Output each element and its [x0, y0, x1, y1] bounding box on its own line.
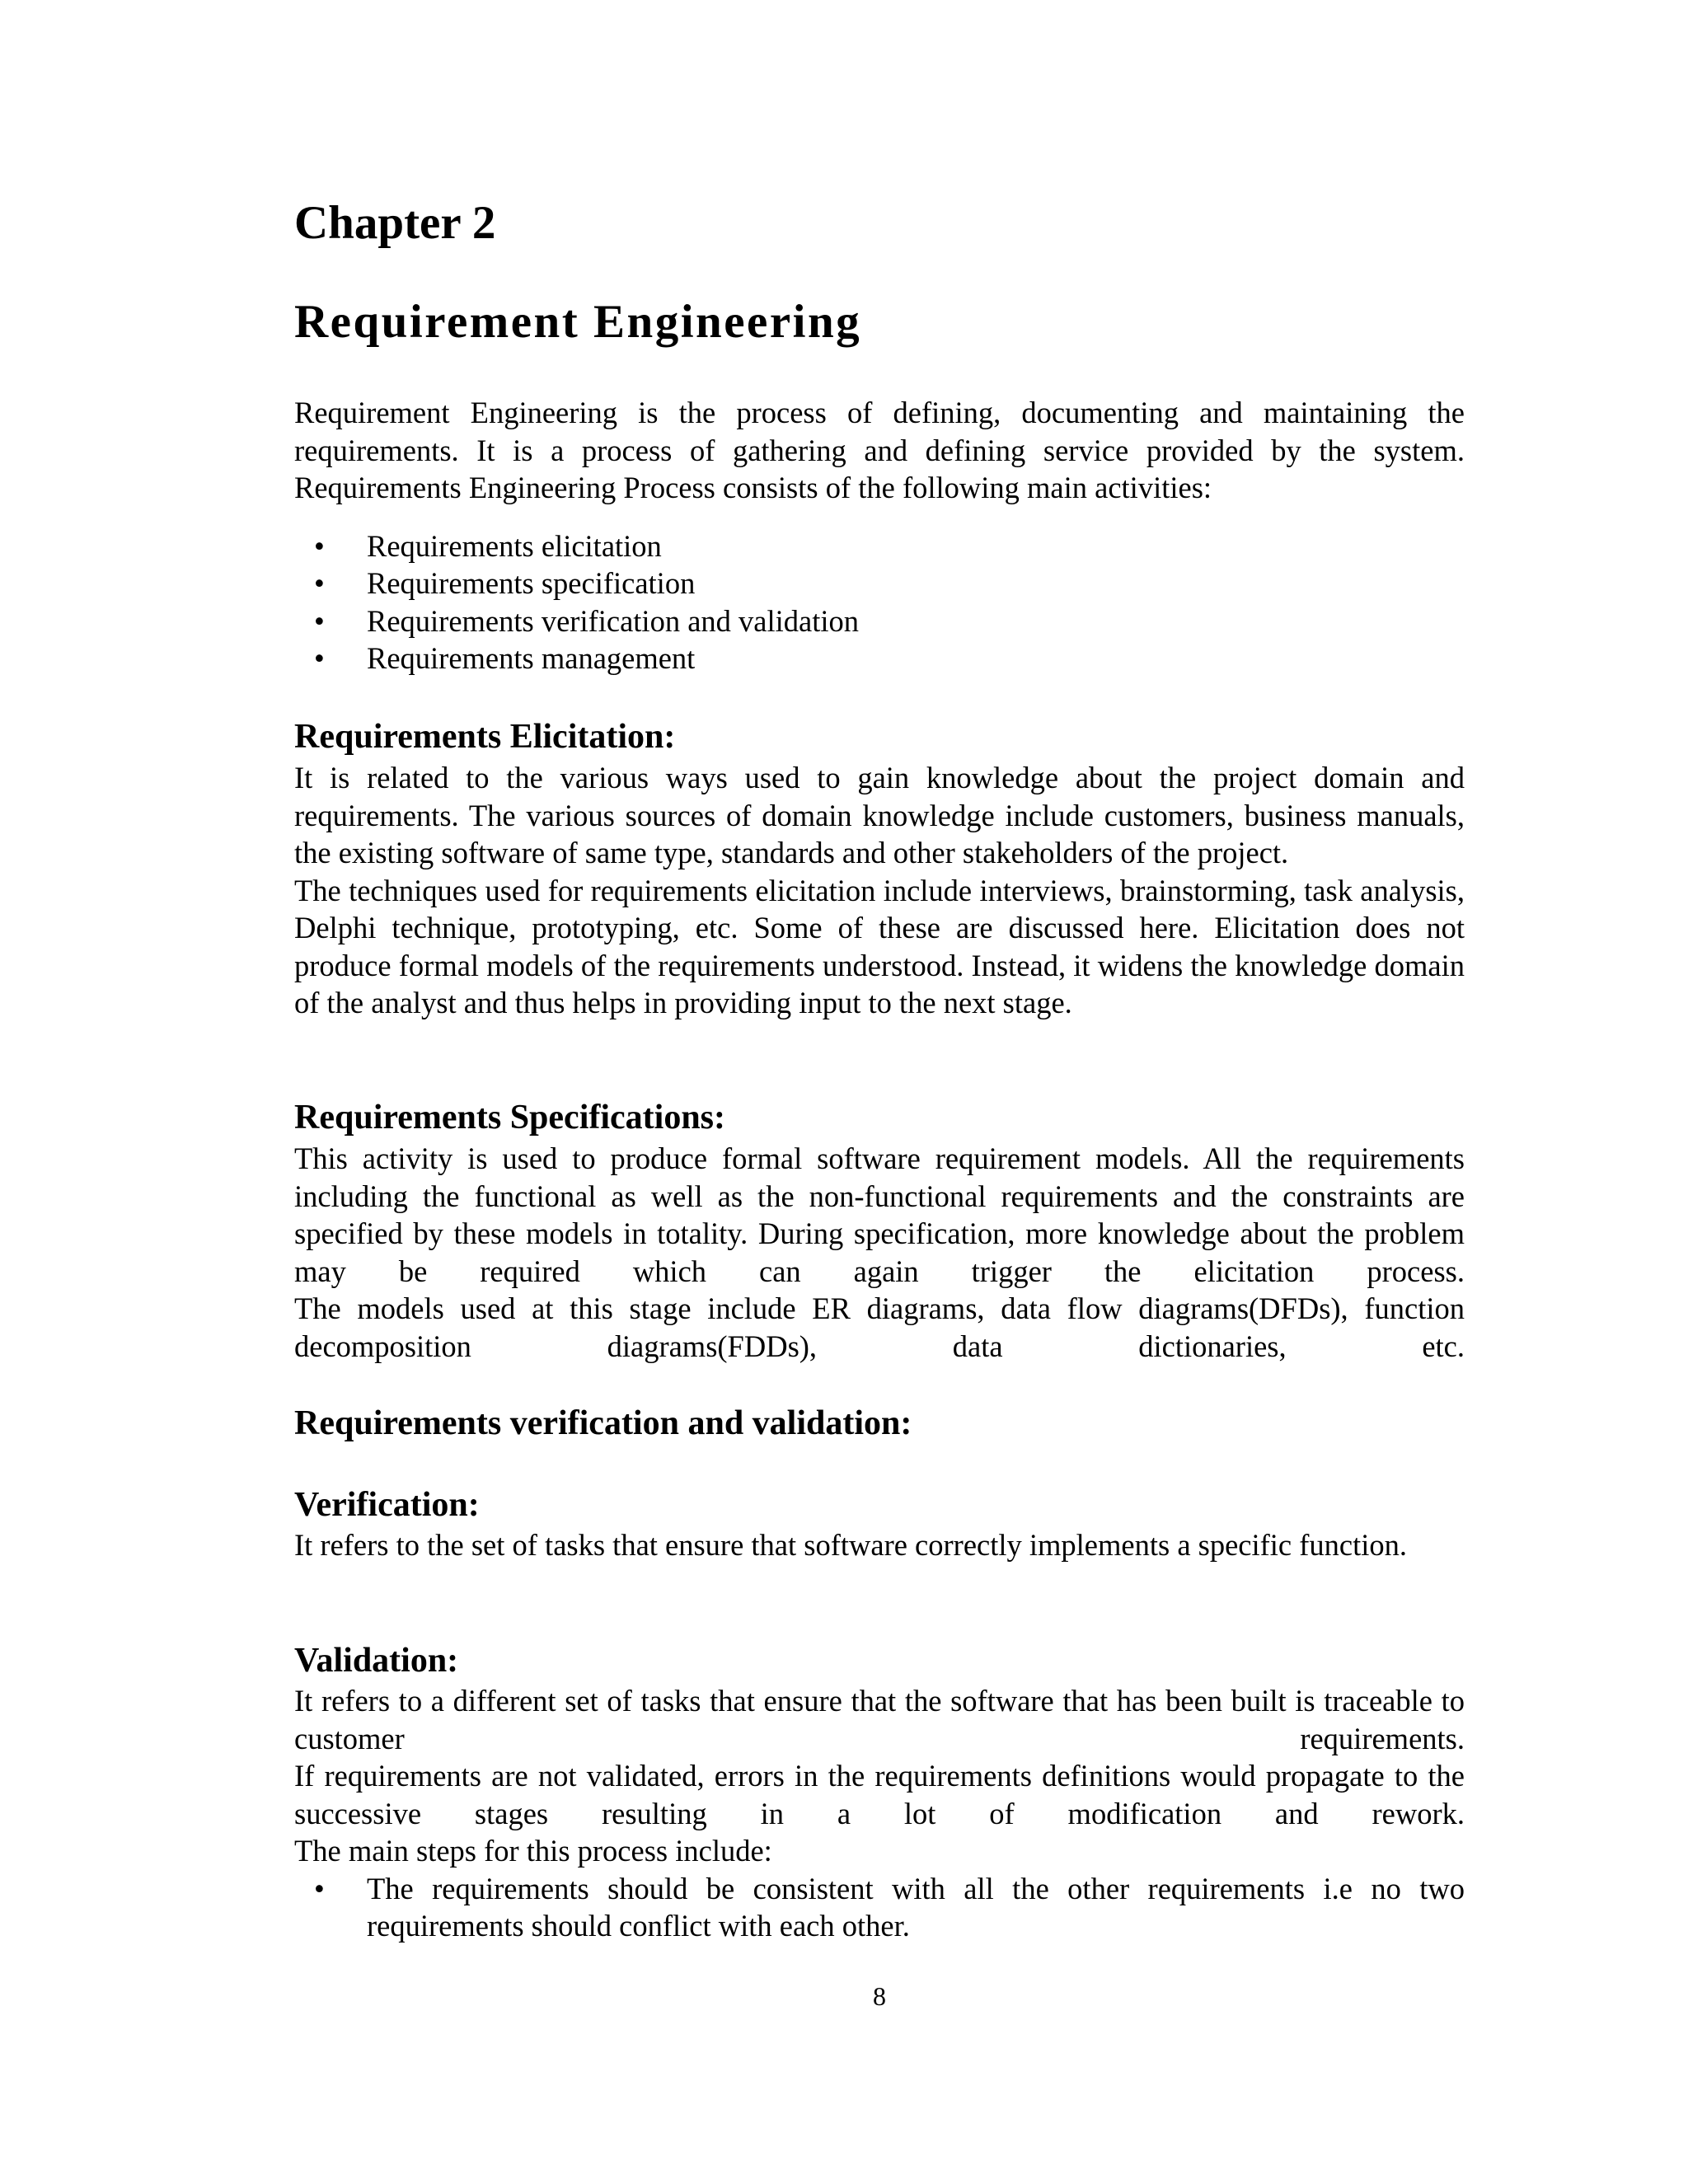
- verification-paragraph: It refers to the set of tasks that ensure that software correctly implements a specific function.: [294, 1528, 1408, 1562]
- validation-steps-list: [294, 1870, 1465, 1945]
- list-item: [294, 1870, 1465, 1945]
- chapter-title: Requirement Engineering: [294, 296, 862, 348]
- list-item-text: Requirements elicitation: [367, 529, 662, 563]
- chapter-label: Chapter 2: [294, 197, 496, 249]
- list-item-text: The requirements should be consistent with all the other requirements i.e no two requirements should conflict with each other.: [367, 1872, 1465, 1943]
- elicitation-section: [294, 759, 1465, 1022]
- list-item-text: Requirements verification and validation: [367, 603, 859, 638]
- specification-paragraph-2: The models used at this stage include ER diagrams, data flow diagrams(DFDs), function decomposition diagrams(FDDs), data dictionaries, etc.: [294, 1291, 1465, 1363]
- list-item: [294, 565, 1465, 602]
- list-item-text: Requirements specification: [367, 566, 696, 601]
- elicitation-paragraph-2: The techniques used for requirements elicitation include interviews, brainstorming, task analysis, Delphi technique, prototyping, etc. Some of these are discussed here. Elicitation does not produce formal models of the requirements understood. Instead, it widens the knowledge domain of the analyst and thus helps in providing input to the next stage.: [294, 873, 1465, 1019]
- activities-list: [294, 527, 1465, 677]
- bullet-icon: •: [314, 529, 325, 563]
- verification-validation-heading: Requirements verification and validation:: [294, 1404, 912, 1442]
- list-item: [294, 602, 1465, 640]
- validation-heading: Validation:: [294, 1642, 459, 1680]
- document-page: [294, 0, 1465, 2184]
- bullet-icon: •: [314, 640, 325, 675]
- elicitation-heading: Requirements Elicitation:: [294, 718, 676, 756]
- specification-heading: Requirements Specifications:: [294, 1099, 726, 1137]
- specification-paragraph-1: This activity is used to produce formal software requirement models. All the requirements including the functional as well as the non-functional requirements and the constraints are specified by these models in totality. During specification, more knowledge about the problem may be required which can again trigger the elicitation process.: [294, 1141, 1465, 1288]
- intro-paragraph: Requirement Engineering is the process of defining, documenting and maintaining the requirements. It is a process of gathering and defining service provided by the system. Requirements Engineering Process consists of the following main activities:: [294, 396, 1465, 504]
- elicitation-paragraph-1: It is related to the various ways used to gain knowledge about the project domain and requirements. The various sources of domain knowledge include customers, business manuals, the existing software of same type, standards and other stakeholders of the project.: [294, 761, 1465, 869]
- list-item: [294, 527, 1465, 565]
- page-number: 8: [873, 1981, 886, 2011]
- bullet-icon: •: [314, 566, 325, 601]
- specification-section: [294, 1140, 1465, 1365]
- validation-line-1: It refers to a different set of tasks that ensure that the software that has been built is traceable to customer requirements.: [294, 1684, 1465, 1755]
- bullet-icon: •: [314, 1872, 325, 1905]
- validation-line-3: The main steps for this process include:: [294, 1834, 772, 1868]
- validation-section: [294, 1682, 1465, 1870]
- verification-heading: Verification:: [294, 1486, 480, 1524]
- validation-line-2: If requirements are not validated, errors in the requirements definitions would propagate to the successive stages resulting in a lot of modification and rework.: [294, 1759, 1465, 1830]
- list-item-text: Requirements management: [367, 640, 696, 675]
- list-item: [294, 640, 1465, 677]
- bullet-icon: •: [314, 603, 325, 638]
